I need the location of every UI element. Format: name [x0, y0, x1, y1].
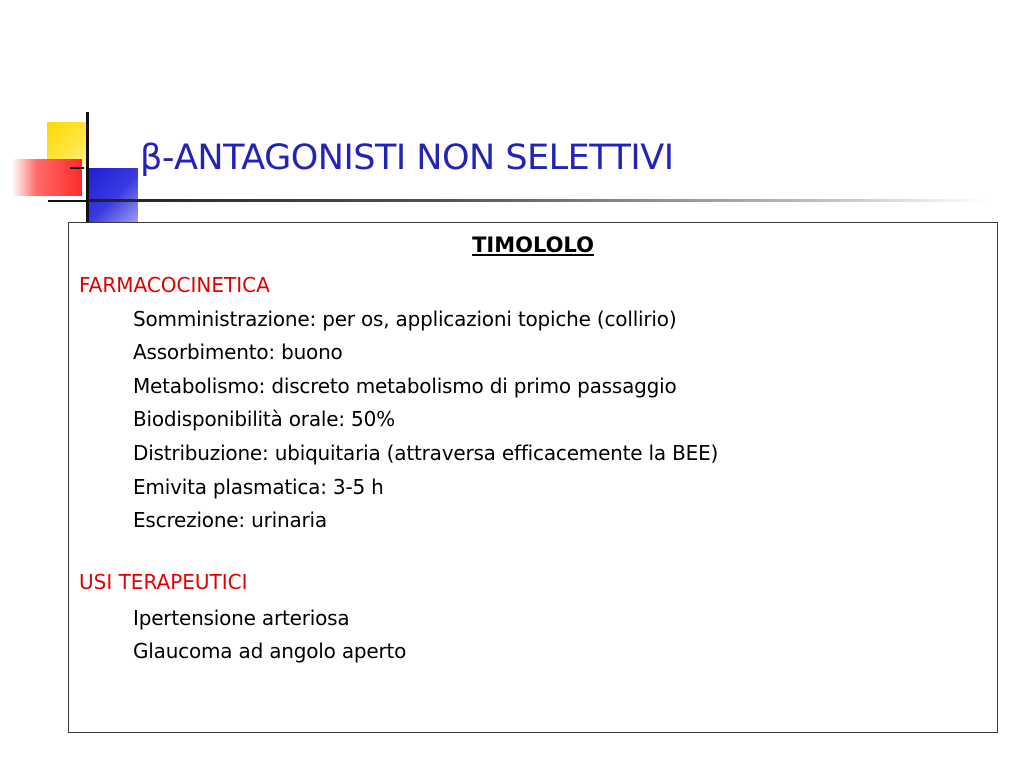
list-item: Biodisponibilità orale: 50%	[133, 407, 395, 431]
blue-square	[86, 168, 138, 222]
list-item: Somministrazione: per os, applicazioni topiche (collirio)	[133, 307, 677, 331]
list-item: Metabolismo: discreto metabolismo di primo passaggio	[133, 374, 677, 398]
beta-symbol: β	[140, 138, 162, 178]
vertical-line	[86, 112, 89, 228]
title-text: -ANTAGONISTI NON SELETTIVI	[161, 138, 674, 178]
slide-title	[140, 138, 674, 178]
list-item: Glaucoma ad angolo aperto	[133, 639, 407, 663]
red-rectangle	[12, 159, 82, 196]
drug-heading: TIMOLOLO	[472, 233, 594, 257]
yellow-square	[47, 122, 89, 164]
short-horizontal-line	[70, 167, 84, 169]
section-label-usi-terapeutici: USI TERAPEUTICI	[79, 570, 248, 594]
list-item: Escrezione: urinaria	[133, 508, 327, 532]
list-item: Distribuzione: ubiquitaria (attraversa efficacemente la BEE)	[133, 441, 719, 465]
decorative-logo	[0, 0, 160, 240]
list-item: Emivita plasmatica: 3-5 h	[133, 475, 384, 499]
title-underline	[88, 199, 988, 202]
section-label-farmacocinetica: FARMACOCINETICA	[79, 273, 270, 297]
content-box	[68, 222, 998, 733]
list-item: Ipertensione arteriosa	[133, 606, 350, 630]
list-item: Assorbimento: buono	[133, 340, 343, 364]
